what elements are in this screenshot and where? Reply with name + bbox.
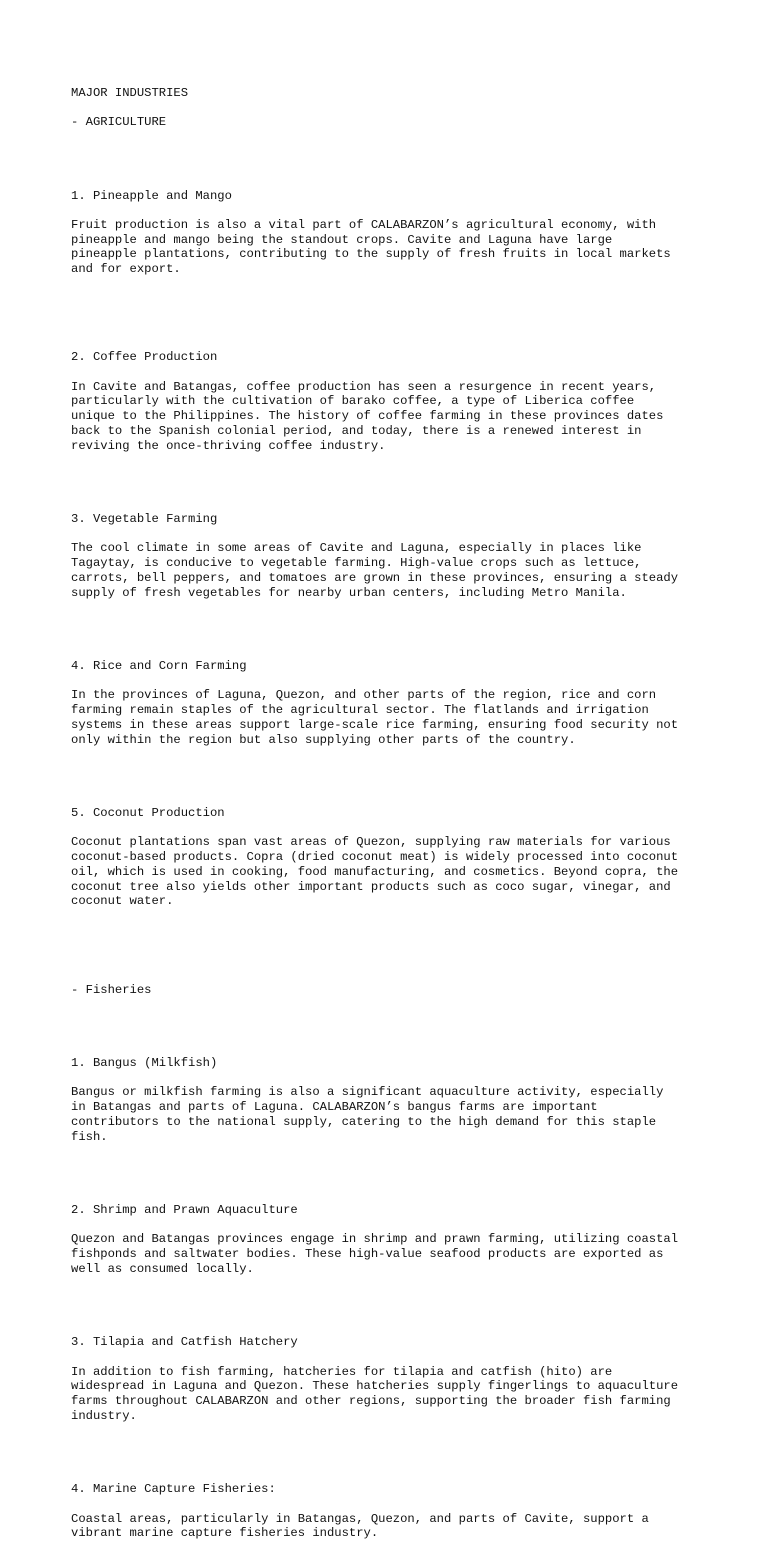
agri-item-2-body: In Cavite and Batangas, coffee production has seen a resurgence in recent years, particularly with the cultivation of barako coffee, a type of Liberica coffee unique to the Philippines. The history of coffee farming in these provinces dates back to the Spanish colonial period, and today, there is a renewed interest in reviving the once-thriving coffee industry.	[71, 379, 664, 453]
fish-item-4-body: Coastal areas, particularly in Batangas, Quezon, and parts of Cavite, support a vibrant marine capture fisheries industry.	[71, 1511, 649, 1541]
fish-item-4-title: 4. Marine Capture Fisheries:	[71, 1482, 276, 1497]
fish-item-3-body: In addition to fish farming, hatcheries for tilapia and catfish (hito) are widespread in Laguna and Quezon. These hatcheries supply fingerlings to aquaculture farms throughout CALABARZON and other regions, supporting the broader fish farming industry.	[71, 1364, 679, 1423]
agri-item-5-body: Coconut plantations span vast areas of Quezon, supplying raw materials for various coconut-based products. Copra (dried coconut meat) is widely processed into coconut oil, which is used in cooking, food manufacturing, and cosmetics. Beyond copra, the coconut tree also yields other important products such as coco sugar, vinegar, and coconut water.	[71, 835, 679, 909]
fish-item-2-body: Quezon and Batangas provinces engage in shrimp and prawn farming, utilizing coastal fishponds and saltwater bodies. These high-value seafood products are exported as well as consumed locally.	[71, 1232, 679, 1276]
agri-item-2-title: 2. Coffee Production	[71, 350, 218, 365]
document-page	[71, 71, 731, 1556]
fish-item-1-title: 1. Bangus (Milkfish)	[71, 1056, 218, 1070]
agri-item-5-title: 5. Coconut Production	[71, 806, 225, 821]
agri-item-1-body: Fruit production is also a vital part of CALABARZON’s agricultural economy, with pineapple and mango being the standout crops. Cavite and Laguna have large pineapple plantations, contributing to the supply of fresh fruits in local markets and for export.	[71, 218, 671, 277]
fish-item-3-title: 3. Tilapia and Catfish Hatchery	[71, 1335, 298, 1350]
agri-item-3-title: 3. Vegetable Farming	[71, 512, 218, 527]
agri-item-1-title: 1. Pineapple and Mango	[71, 188, 232, 203]
fish-item-1-body: Bangus or milkfish farming is also a significant aquaculture activity, especially in Batangas and parts of Laguna. CALABARZON’s bangus farms are important contributors to the national supply, catering to the high demand for this staple fish.	[71, 1085, 664, 1144]
agri-item-3-body: The cool climate in some areas of Cavite and Laguna, especially in places like Tagaytay, is conducive to vegetable farming. High-value crops such as lettuce, carrots, bell peppers, and tomatoes are grown in these provinces, ensuring a steady supply of fresh vegetables for nearby urban centers, including Metro Manila.	[71, 541, 679, 600]
agri-item-4-title: 4. Rice and Corn Farming	[71, 659, 247, 674]
fish-item-2-title: 2. Shrimp and Prawn Aquaculture	[71, 1203, 298, 1218]
section-label-fisheries: - Fisheries	[71, 982, 152, 997]
agri-item-4-body: In the provinces of Laguna, Quezon, and other parts of the region, rice and corn farming remain staples of the agricultural sector. The flatlands and irrigation systems in these areas support large-scale rice farming, ensuring food security not only within the region but also supplying other parts of the country.	[71, 688, 679, 747]
section-label-agriculture: - AGRICULTURE	[71, 115, 167, 130]
document-heading: MAJOR INDUSTRIES	[71, 85, 189, 100]
